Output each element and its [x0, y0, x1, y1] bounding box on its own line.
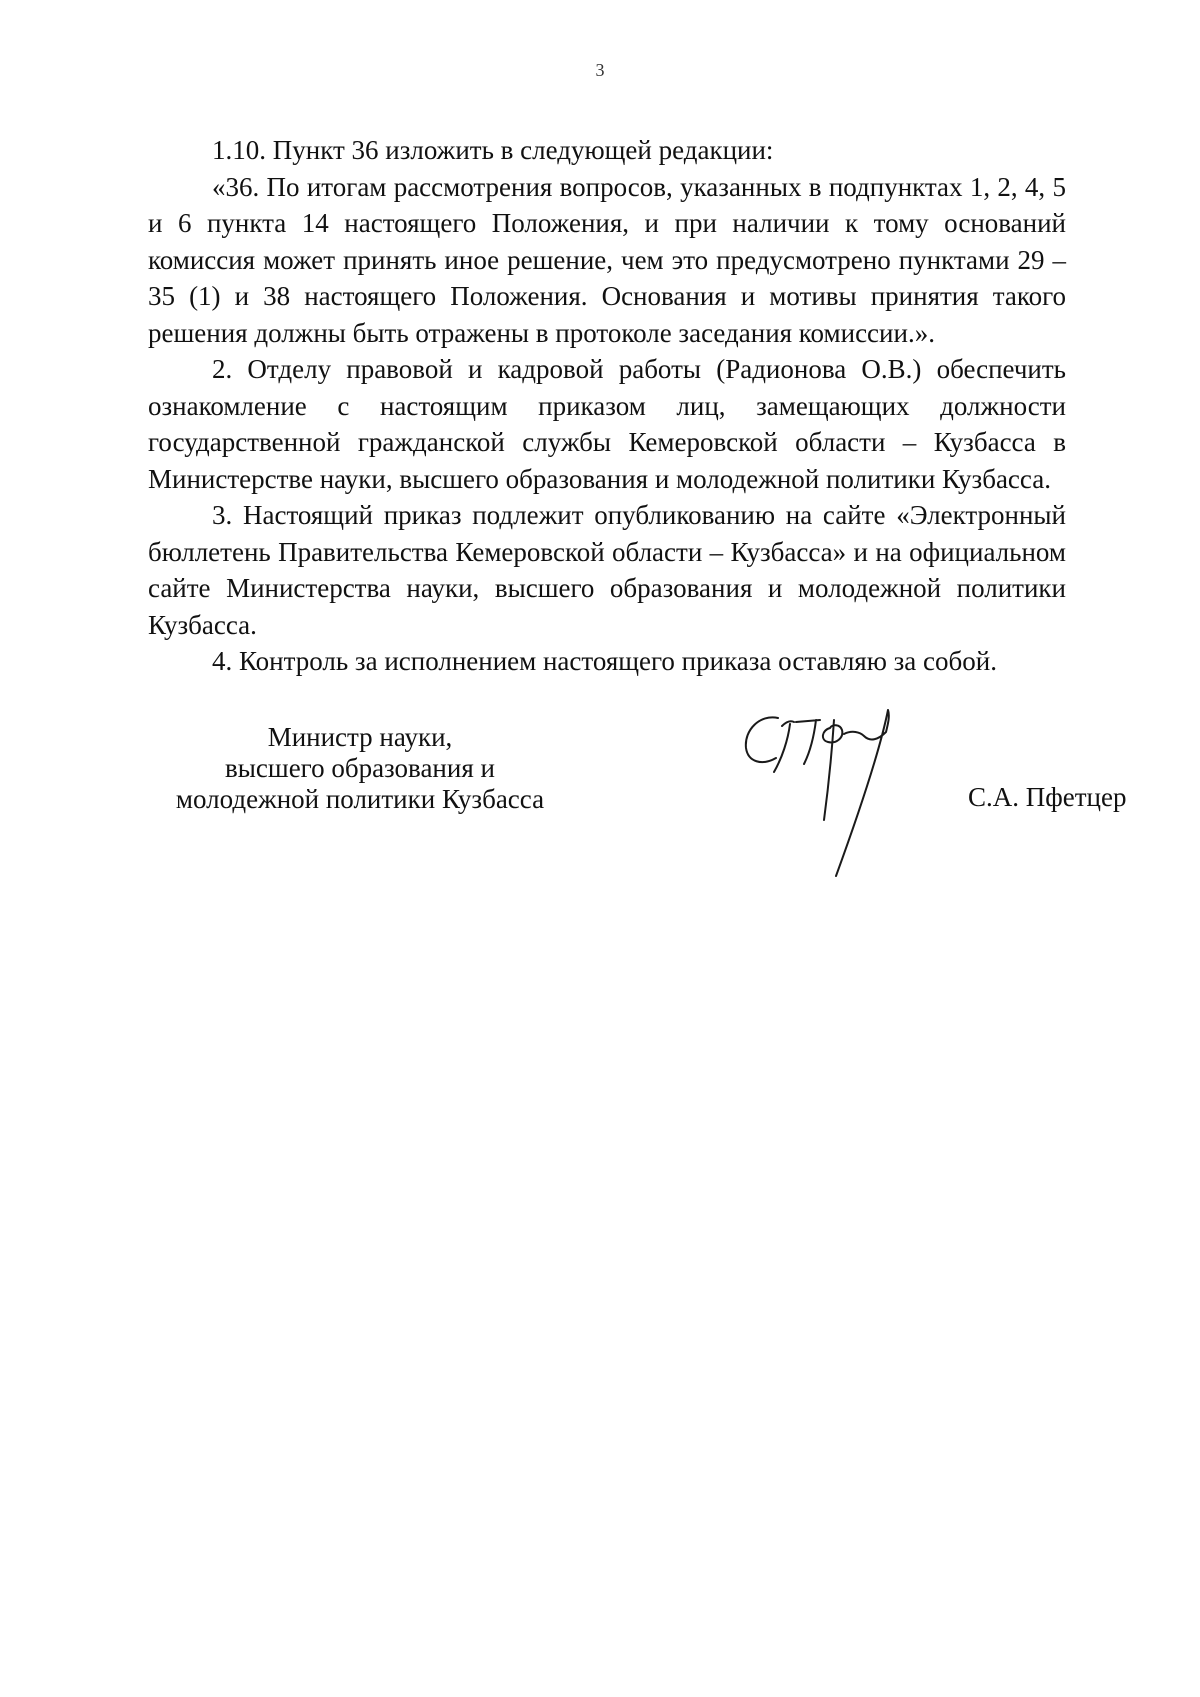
page-number: 3 [595, 60, 605, 80]
paragraph-1-10: 1.10. Пункт 36 изложить в следующей редакции: [212, 135, 774, 165]
paragraph-3: 3. Настоящий приказ подлежит опубликованию на сайте «Электронный бюллетень Правительства Кемеровской области – Кузбасса» и на официальном сайте Министерства науки, высшего образования и молодежной политики Кузбасса. [148, 500, 1066, 640]
handwritten-signature [730, 700, 960, 880]
paragraph-2: 2. Отделу правовой и кадровой работы (Радионова О.В.) обеспечить ознакомление с настоящим приказом лиц, замещающих должности государственной гражданской службы Кемеровской области – Кузбасса в Министерстве науки, высшего образования и молодежной политики Кузбасса. [148, 354, 1066, 494]
signer-name: С.А. Пфетцер [968, 782, 1127, 812]
paragraph-36-quote: «36. По итогам рассмотрения вопросов, указанных в подпунктах 1, 2, 4, 5 и 6 пункта 14 настоящего Положения, и при наличии к тому оснований комиссия может принять иное решение, чем это предусмотрено пунктами 29 – 35 (1) и 38 настоящего Положения. Основания и мотивы принятия такого решения должны быть отражены в протоколе заседания комиссии.». [148, 171, 1066, 348]
paragraph-4: 4. Контроль за исполнением настоящего приказа оставляю за собой. [212, 646, 997, 676]
position-line: молодежной политики Кузбасса [175, 784, 545, 814]
position-line: Министр науки, [267, 722, 453, 752]
signatory-position [160, 722, 560, 815]
position-line: высшего образования и [225, 753, 495, 783]
document-body [148, 132, 1066, 680]
